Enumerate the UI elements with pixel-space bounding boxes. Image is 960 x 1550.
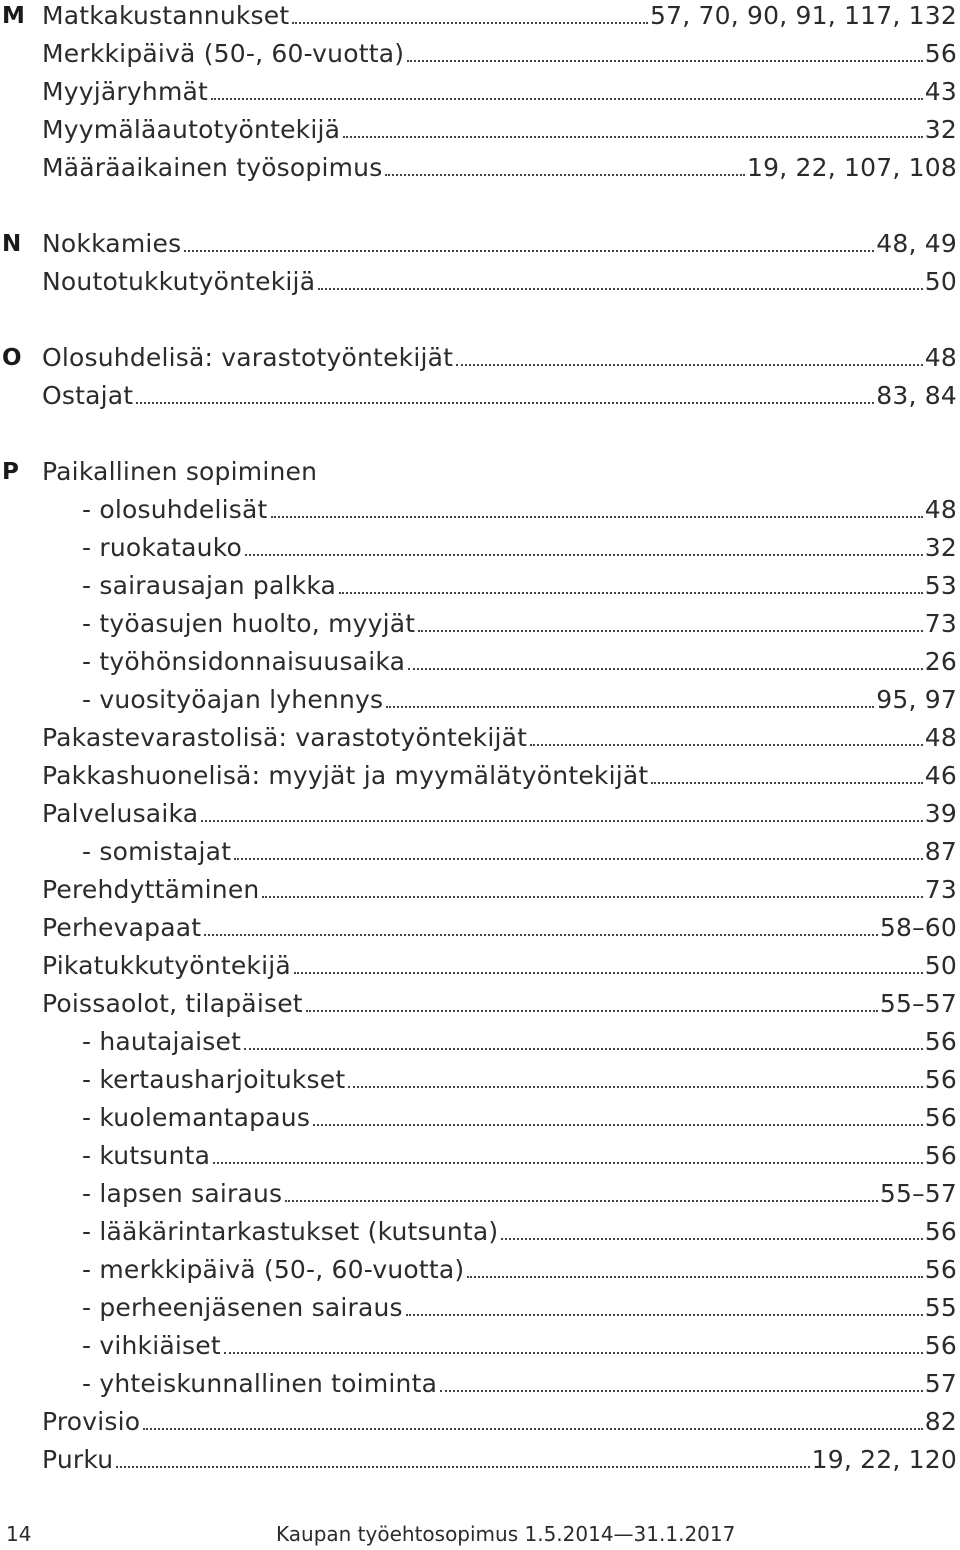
entry-term: - vihkiäiset [82,1331,221,1360]
entry-pages: 56 [924,39,957,68]
entry-pages: 19, 22, 107, 108 [747,153,957,182]
index-entry [82,1213,957,1251]
dot-leader [348,1086,922,1088]
index-row [0,871,960,909]
index-entry [82,1289,957,1327]
index-row [0,1441,960,1479]
index-row [0,909,960,947]
dot-leader [262,896,922,898]
index-row [0,529,960,567]
dot-leader [143,1428,923,1430]
entry-pages: 56 [924,1217,957,1246]
index-row [0,985,960,1023]
entry-pages: 48 [924,495,957,524]
entry-pages: 58–60 [879,913,957,942]
entry-pages: 55 [924,1293,957,1322]
index-entry [42,377,957,415]
footer-page-number: 14 [6,1522,32,1546]
entry-term: Perhevapaat [42,913,202,942]
index-row [0,719,960,757]
entry-pages: 48, 49 [876,229,957,258]
index-entry [42,35,957,73]
index-entry [82,1137,957,1175]
index-row [0,339,960,377]
entry-term: - olosuhdelisät [82,495,268,524]
entry-term: Provisio [42,1407,141,1436]
index-row [0,833,960,871]
entry-pages: 32 [924,533,957,562]
index-entry [82,1365,957,1403]
index-row [0,567,960,605]
index-entry [42,871,957,909]
dot-leader [116,1466,809,1468]
dot-leader [339,592,923,594]
index-entry [82,1175,957,1213]
entry-term: - ruokatauko [82,533,242,562]
index-entry [82,1023,957,1061]
entry-pages: 48 [924,723,957,752]
entry-term: Palvelusaika [42,799,199,828]
entry-pages: 73 [924,875,957,904]
section-letter: P [2,459,19,485]
dot-leader [224,1352,923,1354]
entry-term: - työhönsidonnaisuusaika [82,647,406,676]
entry-pages: 26 [924,647,957,676]
entry-term: Pakastevarastolisä: varastotyöntekijät [42,723,528,752]
entry-pages: 43 [924,77,957,106]
entry-pages: 56 [924,1103,957,1132]
dot-leader [285,1200,878,1202]
index-entry [42,757,957,795]
entry-pages: 53 [924,571,957,600]
index-row [0,681,960,719]
index-row [0,35,960,73]
index-row [0,1327,960,1365]
index-row [0,1061,960,1099]
index-entry [82,1251,957,1289]
index-entry [82,1061,957,1099]
entry-pages: 56 [924,1255,957,1284]
index-entry [82,643,957,681]
entry-pages: 56 [924,1027,957,1056]
index-entry [42,111,957,149]
entry-term: Myyjäryhmät [42,77,209,106]
entry-pages: 46 [924,761,957,790]
index-row [0,643,960,681]
index-row [0,1023,960,1061]
dot-leader [386,706,874,708]
index-entry [42,73,957,111]
entry-term: - kertausharjoitukset [82,1065,346,1094]
index-row [0,149,960,187]
entry-term: - sairausajan palkka [82,571,337,600]
dot-leader [651,782,922,784]
index-row [0,947,960,985]
entry-term: Perehdyttäminen [42,875,260,904]
index-entry [42,985,957,1023]
entry-pages: 87 [924,837,957,866]
index-row [0,605,960,643]
section-letter: N [2,231,22,257]
dot-leader [292,22,648,24]
index-entry [42,947,957,985]
entry-pages: 83, 84 [876,381,957,410]
entry-pages: 73 [924,609,957,638]
entry-term: Nokkamies [42,229,182,258]
index-entry [82,605,957,643]
dot-leader [306,1010,878,1012]
dot-leader [408,668,923,670]
index-entry [42,719,957,757]
entry-term: - perheenjäsenen sairaus [82,1293,403,1322]
index-entry [42,795,957,833]
index-row [0,1251,960,1289]
index-entry [82,491,957,529]
index-row [0,1213,960,1251]
entry-term: Merkkipäivä (50-, 60-vuotta) [42,39,405,68]
index-row [0,1137,960,1175]
index-entry [42,149,957,187]
entry-term: - kutsunta [82,1141,211,1170]
entry-term: Noutotukkutyöntekijä [42,267,316,296]
index-entry [82,681,957,719]
entry-pages: 56 [924,1065,957,1094]
entry-term: Pikatukkutyöntekijä [42,951,291,980]
index-entry [82,833,957,871]
entry-pages: 55–57 [879,1179,957,1208]
index-row [0,1289,960,1327]
index-entry [42,909,957,947]
index-row [0,1175,960,1213]
index-row [0,377,960,415]
index-row [0,225,960,263]
entry-pages: 57, 70, 90, 91, 117, 132 [650,1,957,30]
entry-pages: 50 [924,267,957,296]
index-entry [42,263,957,301]
dot-leader [343,136,923,138]
index-entry [42,453,957,491]
dot-leader [440,1390,923,1392]
entry-pages: 56 [924,1141,957,1170]
entry-term: - vuosityöajan lyhennys [82,685,384,714]
index-row [0,73,960,111]
entry-pages: 95, 97 [876,685,957,714]
dot-leader [530,744,923,746]
index-row [0,1365,960,1403]
entry-term: Matkakustannukset [42,1,290,30]
entry-pages: 48 [924,343,957,372]
dot-leader [245,554,923,556]
index-entry [42,1441,957,1479]
dot-leader [234,858,923,860]
dot-leader [294,972,923,974]
entry-term: - lapsen sairaus [82,1179,283,1208]
entry-term: - merkkipäivä (50-, 60-vuotta) [82,1255,465,1284]
dot-leader [467,1276,922,1278]
index-row [0,453,960,491]
dot-leader [318,288,923,290]
entry-pages: 19, 22, 120 [811,1445,957,1474]
entry-term: - työasujen huolto, myyjät [82,609,416,638]
section-letter: O [2,345,22,371]
dot-leader [201,820,923,822]
dot-leader [211,98,923,100]
entry-pages: 82 [924,1407,957,1436]
dot-leader [406,1314,923,1316]
dot-leader [213,1162,923,1164]
index-row [0,1099,960,1137]
entry-term: Pakkashuonelisä: myyjät ja myymälätyöntekijät [42,761,649,790]
entry-term: - yhteiskunnallinen toiminta [82,1369,438,1398]
index-entry [82,529,957,567]
entry-term: Purku [42,1445,114,1474]
entry-term: - somistajat [82,837,232,866]
index-row [0,263,960,301]
entry-term: - hautajaiset [82,1027,242,1056]
dot-leader [501,1238,922,1240]
index-row [0,111,960,149]
index-entry [42,225,957,263]
dot-leader [184,250,874,252]
dot-leader [271,516,923,518]
dot-leader [407,60,923,62]
dot-leader [136,402,874,404]
index-entry [82,1327,957,1365]
entry-term: Poissaolot, tilapäiset [42,989,303,1018]
entry-term: Myymäläautotyöntekijä [42,115,341,144]
entry-term: Määräaikainen työsopimus [42,153,383,182]
section-letter: M [2,3,25,29]
dot-leader [204,934,878,936]
entry-pages: 50 [924,951,957,980]
index-row [0,795,960,833]
entry-term: Ostajat [42,381,134,410]
index-row [0,757,960,795]
entry-term: Olosuhdelisä: varastotyöntekijät [42,343,454,372]
footer-title: Kaupan työehtosopimus 1.5.2014—31.1.2017 [276,1522,736,1546]
dot-leader [385,174,745,176]
entry-term: - lääkärintarkastukset (kutsunta) [82,1217,499,1246]
index-entry [82,1099,957,1137]
index-row [0,491,960,529]
index-row [0,1403,960,1441]
dot-leader [418,630,922,632]
index-entry [42,1403,957,1441]
entry-term: - kuolemantapaus [82,1103,311,1132]
dot-leader [313,1124,923,1126]
index-entry [82,567,957,605]
index-entry [42,339,957,377]
dot-leader [456,364,923,366]
index-row [0,0,960,35]
index-entry [42,0,957,35]
entry-term: Paikallinen sopiminen [42,457,318,486]
entry-pages: 57 [924,1369,957,1398]
entry-pages: 39 [924,799,957,828]
dot-leader [244,1048,923,1050]
entry-pages: 55–57 [879,989,957,1018]
entry-pages: 56 [924,1331,957,1360]
page-footer [0,1520,960,1550]
entry-pages: 32 [924,115,957,144]
